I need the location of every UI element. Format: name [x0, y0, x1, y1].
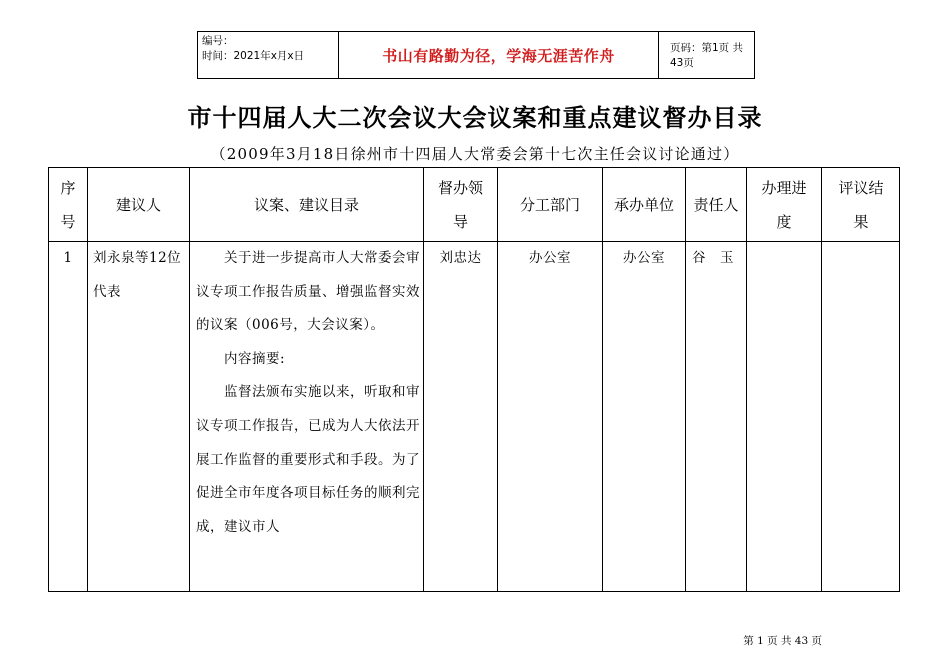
- header-meta: [198, 32, 339, 78]
- header-undertaker: 承办单位: [613, 195, 674, 214]
- document-time: 时间：2021年x月x日: [202, 50, 305, 62]
- document-title: 市十四届人大二次会议大会议案和重点建议督办目录: [187, 103, 763, 132]
- page-footer: 第 1 页 共 43 页: [743, 635, 822, 647]
- page-header: [197, 31, 755, 79]
- row-undertaker: 办公室: [623, 250, 665, 266]
- header-department: 分工部门: [519, 195, 580, 214]
- header-supervisor: 督办领导: [437, 178, 483, 231]
- header-seq: 序号: [60, 178, 76, 231]
- proposal-table: [48, 167, 900, 592]
- summary-text: 监督法颁布实施以来，听取和审议专项工作报告，已成为人大依法开展工作监督的重要形式和手段。为了促进全市年度各项目标任务的顺利完成，建议市人: [196, 384, 420, 535]
- header-motto: [339, 32, 659, 78]
- page-info-text: 页码：第1页 共43页: [670, 42, 744, 69]
- row-proposer: 刘永泉等12位代表: [93, 250, 182, 300]
- header-catalog: 议案、建议目录: [253, 195, 359, 214]
- summary-label: 内容摘要:: [224, 350, 286, 367]
- header-responsible: 责任人: [693, 195, 739, 214]
- header-page-info: [659, 32, 754, 78]
- header-progress: 办理进度: [761, 178, 807, 231]
- row-department: 办公室: [529, 250, 571, 266]
- catalog-title: 关于进一步提高市人大常委会审议专项工作报告质量、增强监督实效的议案（006号，大会议案）。: [196, 250, 420, 334]
- motto-text: 书山有路勤为径，学海无涯苦作舟: [382, 46, 615, 65]
- document-number-label: 编号：: [202, 35, 234, 47]
- row-seq: 1: [63, 250, 73, 266]
- header-evaluation: 评议结果: [838, 178, 884, 231]
- row-supervisor: 刘忠达: [439, 250, 482, 266]
- row-responsible: 谷 玉: [692, 250, 734, 266]
- header-proposer: 建议人: [115, 195, 161, 214]
- row-catalog: [196, 242, 420, 544]
- document-subtitle: （2009年3月18日徐州市十四届人大常委会第十七次主任会议讨论通过）: [210, 145, 740, 163]
